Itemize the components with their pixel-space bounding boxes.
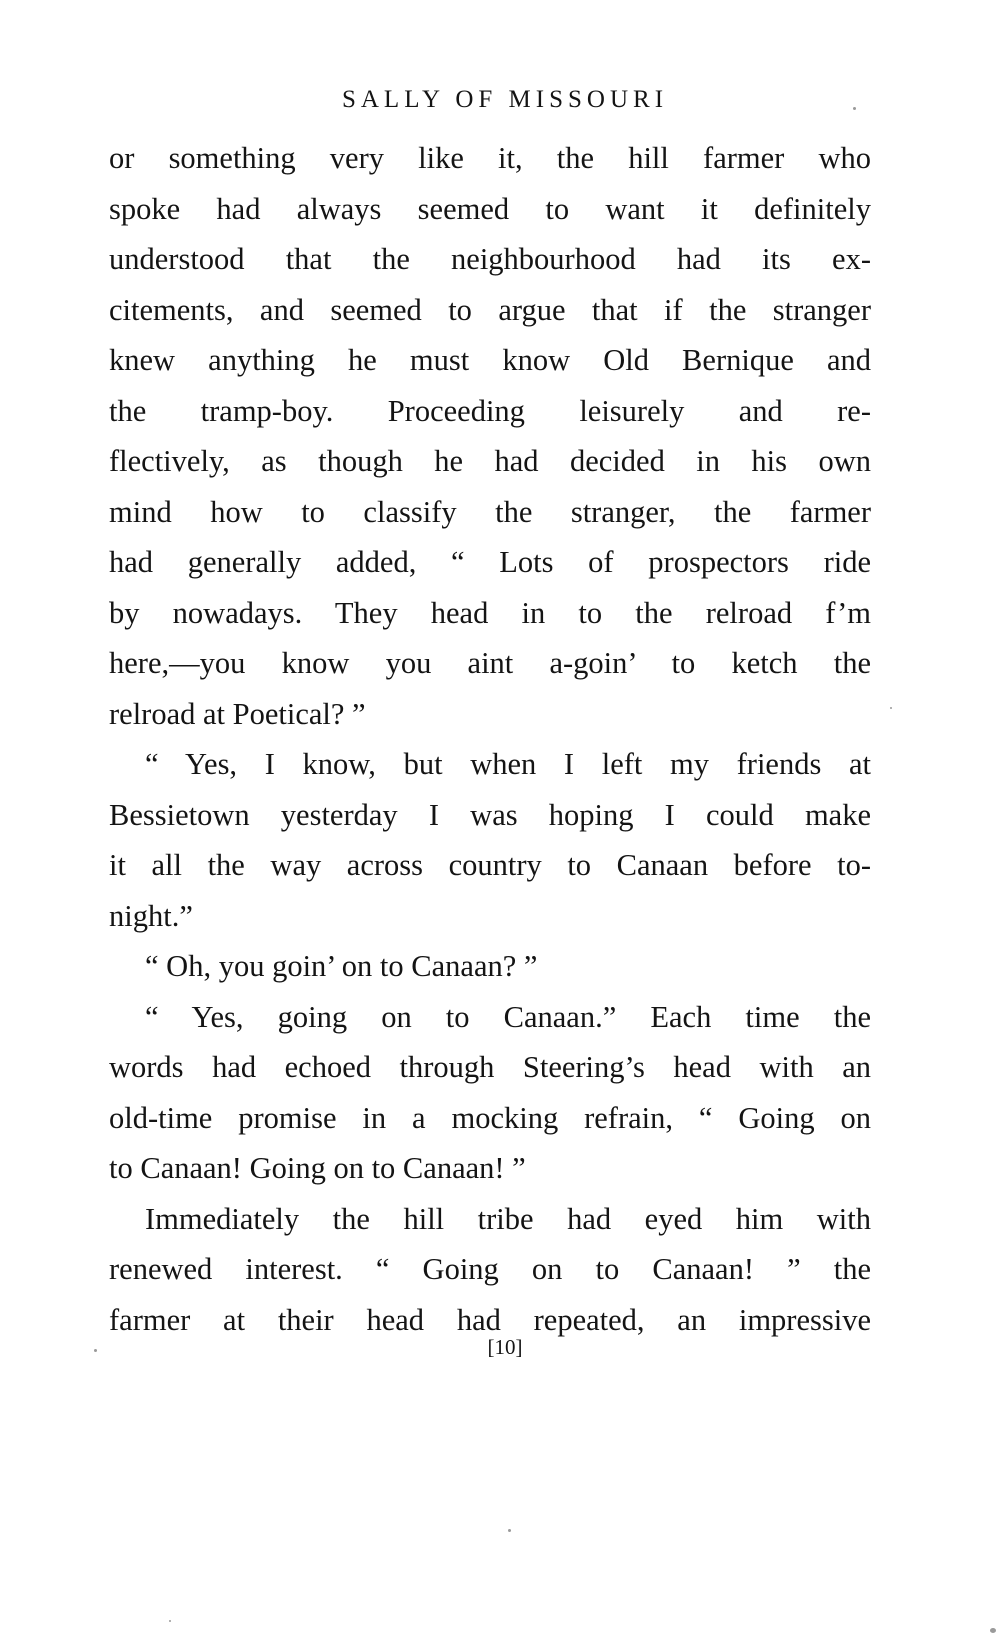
body-text xyxy=(109,133,871,1345)
text-line: here,—you know you aint a-goin’ to ketch the xyxy=(109,646,871,680)
text-line: Bessietown yesterday I was hoping I could make xyxy=(109,797,871,832)
page-number: [10] xyxy=(487,1335,523,1359)
text-line: “ Yes, I know, but when I left my friends at xyxy=(145,747,871,781)
scan-speck xyxy=(508,1529,511,1532)
text-line: by nowadays. They head in to the relroad f’m xyxy=(109,595,871,630)
text-line: flectively, as though he had decided in his own xyxy=(109,444,871,478)
text-line: understood that the neighbourhood had its ex- xyxy=(109,242,871,276)
scan-speck xyxy=(169,1620,171,1622)
running-head: SALLY OF MISSOURI xyxy=(341,86,669,113)
text-line: words had echoed through Steering’s head with an xyxy=(109,1050,871,1084)
text-line: to Canaan! Going on to Canaan! ” xyxy=(109,1151,526,1185)
scan-speck xyxy=(853,107,856,110)
text-line: citements, and seemed to argue that if the stranger xyxy=(109,292,871,327)
text-line: had generally added, “ Lots of prospectors ride xyxy=(109,545,871,579)
text-line: knew anything he must know Old Bernique and xyxy=(109,343,871,377)
text-line: spoke had always seemed to want it definitely xyxy=(109,191,871,226)
text-line: farmer at their head had repeated, an impressive xyxy=(109,1302,871,1337)
text-line: night.” xyxy=(109,898,193,933)
text-line: or something very like it, the hill farmer who xyxy=(109,141,871,175)
text-line: old-time promise in a mocking refrain, “ Going on xyxy=(109,1100,871,1135)
text-line: renewed interest. “ Going on to Canaan! ” the xyxy=(109,1252,871,1286)
scan-speck xyxy=(94,1349,97,1352)
text-line: the tramp-boy. Proceeding leisurely and re- xyxy=(109,393,871,428)
text-line: relroad at Poetical? ” xyxy=(109,696,366,731)
text-line: Immediately the hill tribe had eyed him with xyxy=(145,1201,871,1236)
scan-speck xyxy=(990,1628,996,1633)
text-line: it all the way across country to Canaan before to- xyxy=(109,848,871,882)
text-line: mind how to classify the stranger, the farmer xyxy=(109,494,871,529)
text-line: “ Oh, you goin’ on to Canaan? ” xyxy=(145,949,538,983)
scan-speck xyxy=(890,707,892,709)
text-line: “ Yes, going on to Canaan.” Each time the xyxy=(145,999,871,1034)
